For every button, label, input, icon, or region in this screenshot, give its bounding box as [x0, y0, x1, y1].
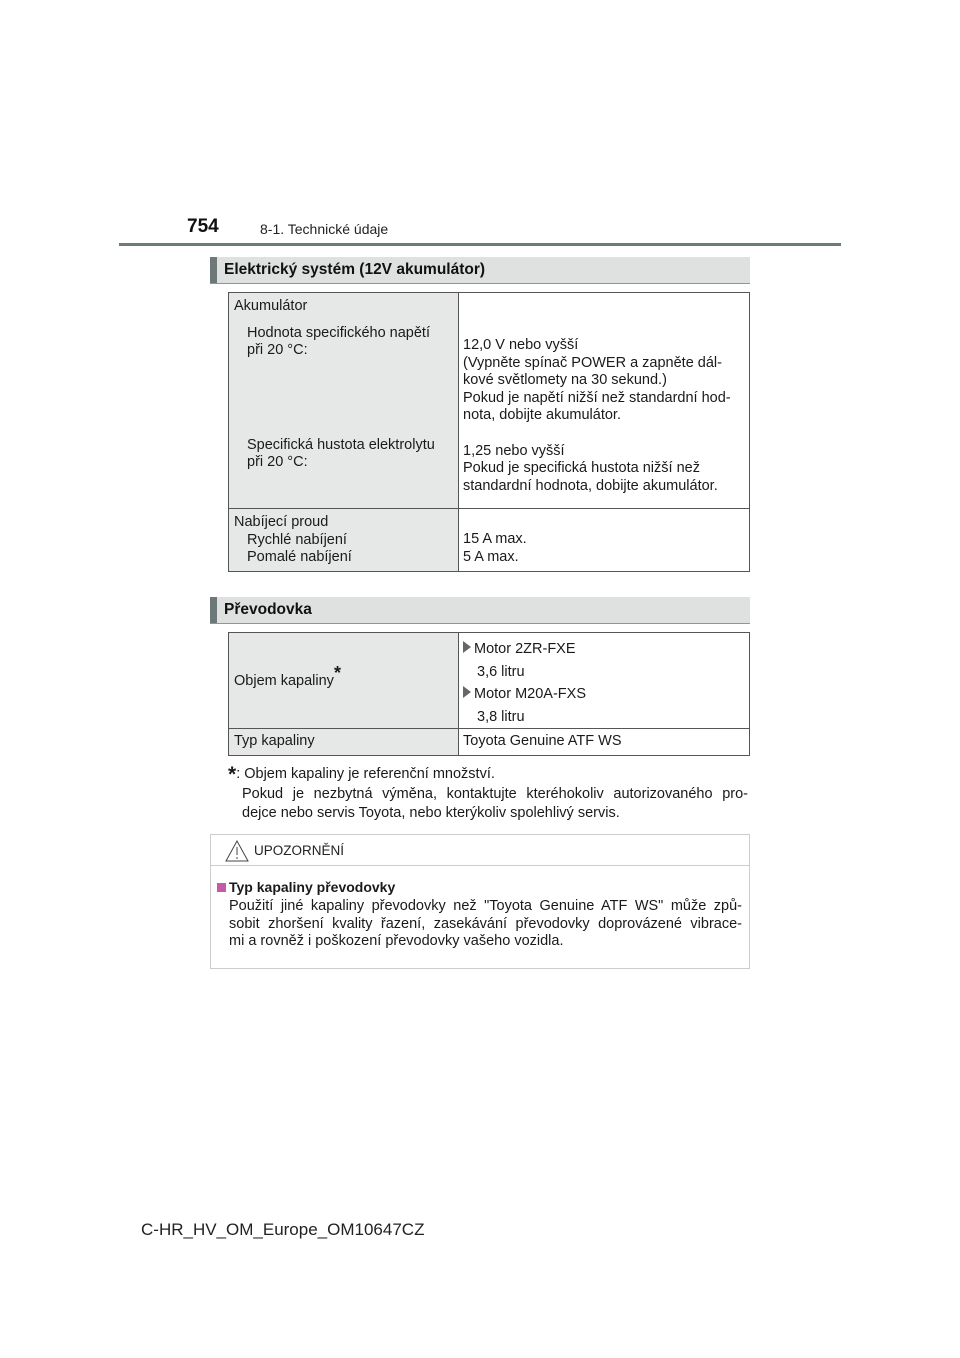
footnote [228, 762, 748, 824]
voltage-value-line: kové světlomety na 30 sekund.) [463, 372, 667, 388]
density-label-line: Specifická hustota elektrolytu [247, 436, 435, 453]
voltage-value-line: nota, dobijte akumulátor. [463, 407, 621, 423]
table-row [229, 633, 750, 729]
electrical-heading-text: Elektrický systém (12V akumulátor) [224, 261, 486, 278]
transmission-heading-text: Převodovka [224, 601, 312, 618]
asterisk-mark: * [333, 662, 341, 683]
footnote-text: : Objem kapaliny je referenční množství. [236, 766, 495, 782]
electrical-section-heading [210, 257, 750, 284]
warning-header [211, 835, 749, 866]
transmission-table [228, 632, 750, 756]
voltage-value-line: Pokud je napětí nižší než standardní hod- [463, 389, 731, 406]
table-row [229, 729, 750, 756]
header-divider [119, 243, 841, 246]
voltage-label-line: Hodnota specifického napětí [247, 324, 430, 341]
document-code: C-HR_HV_OM_Europe_OM10647CZ [141, 1220, 425, 1239]
footnote-line [228, 762, 748, 785]
fluid-type-value: Toyota Genuine ATF WS [463, 733, 622, 750]
warning-text-line: mi a rovněž i poškození převodovky vašeho vozidla. [229, 933, 564, 949]
warning-subtitle: Typ kapaliny převodovky [229, 879, 396, 895]
engine-1-row [463, 638, 745, 661]
capacity-label: Objem kapaliny [234, 672, 334, 689]
footnote-line: dejce nebo servis Toyota, nebo kterýkoliv spolehlivý servis. [242, 805, 620, 821]
warning-title: UPOZORNĚNÍ [254, 843, 345, 858]
engine-1-label: Motor 2ZR-FXE [474, 641, 576, 657]
density-value-line: Pokud je specifická hustota nižší než [463, 460, 700, 476]
square-bullet-icon [217, 883, 226, 892]
capacity-label-cell [229, 633, 459, 729]
capacity-value-cell [459, 633, 750, 729]
capacity-values [459, 633, 749, 728]
density-value [459, 425, 749, 496]
engine-1-value: 3,6 litru [477, 663, 525, 680]
table-row [229, 293, 750, 509]
warning-triangle-icon [225, 840, 249, 862]
engine-2-label: Motor M20A-FXS [474, 686, 586, 702]
heading-accent-bar [210, 597, 217, 623]
warning-text-line: Použití jiné kapaliny převodovky než "Toyota Genuine ATF WS" může způ- [229, 898, 742, 914]
heading-accent-bar [210, 257, 217, 283]
fluid-type-label: Typ kapaliny [234, 733, 315, 750]
fast-charge-value: 15 A max. [463, 531, 527, 547]
slow-charge-value: 5 A max. [463, 548, 519, 565]
warning-text-line: sobit zhoršení kvality řazení, zasekávání převodovky doprovázené vibrace- [229, 915, 742, 932]
voltage-label-line: při 20 °C: [247, 342, 308, 358]
section-title: 8-1. Technické údaje [260, 221, 389, 237]
density-value-line: standardní hodnota, dobijte akumulátor. [463, 477, 718, 494]
footnote-asterisk: * [228, 763, 237, 786]
density-label [229, 360, 458, 472]
table-row [229, 509, 750, 572]
electrical-table [228, 292, 750, 572]
engine-2-value: 3,8 litru [477, 708, 525, 725]
voltage-value-line: (Vypněte spínač POWER a zapněte dál- [463, 354, 722, 371]
fast-charge-label: Rychlé nabíjení [247, 531, 347, 548]
charging-value-cell [459, 509, 750, 572]
warning-subheading [217, 879, 395, 895]
battery-label: Akumulátor [234, 298, 308, 314]
transmission-section-heading [210, 597, 750, 624]
slow-charge-label: Pomalé nabíjení [247, 549, 352, 565]
triangle-bullet-icon [463, 686, 471, 698]
fluid-type-label-cell [229, 729, 459, 756]
voltage-label [229, 316, 458, 360]
battery-value-cell [459, 293, 750, 509]
warning-box [210, 834, 750, 969]
page-number: 754 [187, 216, 219, 237]
warning-text [229, 898, 742, 951]
triangle-bullet-icon [463, 641, 471, 653]
density-value-line: 1,25 nebo vyšší [463, 442, 565, 459]
footnote-line: Pokud je nezbytná výměna, kontaktujte kteréhokoliv autorizovaného pro- [242, 785, 748, 802]
charging-label-cell [229, 509, 459, 572]
charging-label: Nabíjecí proud [234, 514, 329, 530]
engine-2-row [463, 683, 745, 706]
voltage-value-line: 12,0 V nebo vyšší [463, 337, 579, 353]
battery-label-cell [229, 293, 459, 509]
density-label-line: při 20 °C: [247, 454, 308, 470]
voltage-value [459, 293, 749, 425]
fluid-type-value-cell [459, 729, 750, 756]
